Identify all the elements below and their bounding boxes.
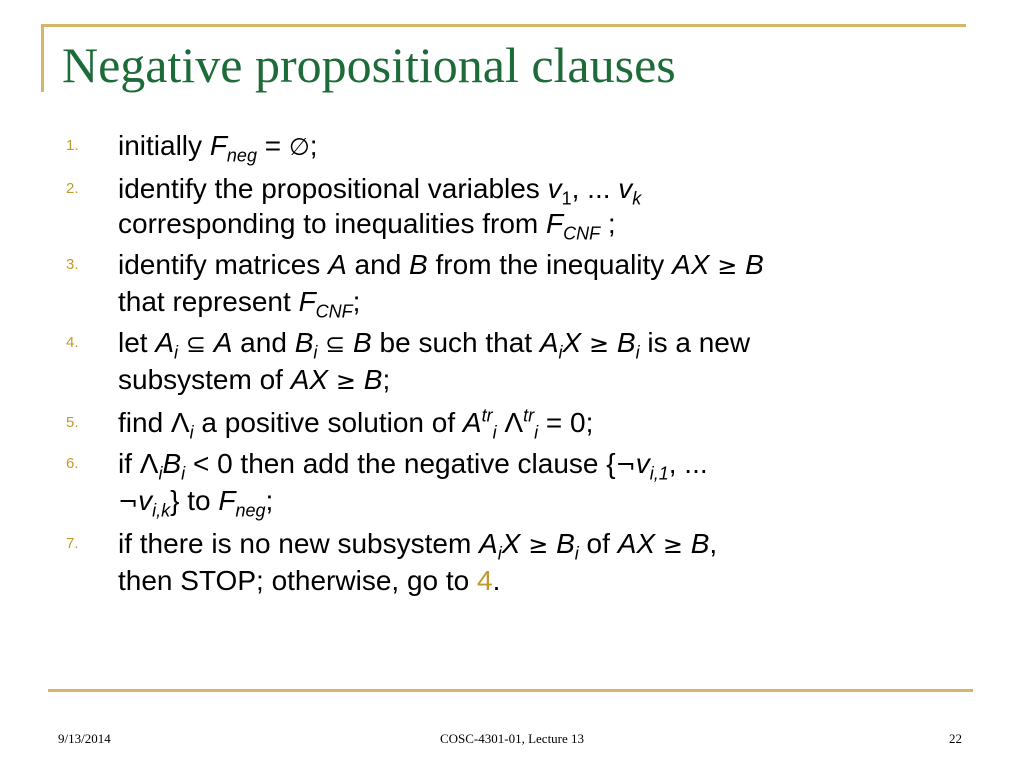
math-var: v xyxy=(635,448,650,479)
empty-set-symbol: ∅ xyxy=(288,133,310,161)
step-6 xyxy=(66,446,996,520)
math-sub: 1 xyxy=(561,188,572,209)
footer-divider xyxy=(48,689,973,692)
step-text: let xyxy=(118,327,156,358)
step-4 xyxy=(66,325,996,399)
math-sub: i,1 xyxy=(649,463,669,484)
step-text: . xyxy=(492,565,501,596)
math-sub: neg xyxy=(226,145,257,166)
footer-page-number: 22 xyxy=(949,731,962,746)
math-var: B xyxy=(690,528,710,559)
steps-list xyxy=(66,128,996,604)
footer-course: COSC-4301-01, Lecture 13 xyxy=(439,731,585,746)
math-sub: i xyxy=(534,422,539,443)
slide-title: Negative propositional clauses xyxy=(62,37,676,93)
step-number: 6. xyxy=(66,455,79,472)
step-text: ; xyxy=(265,485,274,516)
math-sub: i xyxy=(158,463,163,484)
math-sub: i xyxy=(492,422,497,443)
step-2 xyxy=(66,171,996,244)
step-text: ; xyxy=(382,364,391,395)
step-text: if Λ xyxy=(118,448,159,479)
math-var: F xyxy=(218,485,236,516)
step-text: ; xyxy=(352,286,361,317)
math-var: B xyxy=(294,327,314,358)
step-text: initially xyxy=(118,130,210,161)
step-text: and xyxy=(232,327,295,358)
step-text: = xyxy=(256,130,289,161)
negation-symbol: ¬ xyxy=(118,488,139,516)
step-text: is a new xyxy=(639,327,751,358)
math-var: A xyxy=(213,327,233,358)
math-sup: tr xyxy=(523,405,535,426)
geq-symbol: ≥ xyxy=(335,367,356,395)
step-text: find Λ xyxy=(118,407,190,438)
math-sup: tr xyxy=(481,405,493,426)
step-number: 1. xyxy=(66,137,79,154)
step-text: be such that xyxy=(371,327,540,358)
step-reference: 4 xyxy=(477,565,493,596)
math-sub: CNF xyxy=(563,223,601,244)
math-var: A xyxy=(328,249,347,280)
math-var: F xyxy=(546,208,564,239)
math-var: B xyxy=(616,327,636,358)
step-text: subsystem of xyxy=(118,364,291,395)
step-text: , xyxy=(709,528,718,559)
math-var: A xyxy=(462,407,482,438)
footer-date: 9/13/2014 xyxy=(58,731,111,746)
math-var: F xyxy=(298,286,316,317)
math-var: AX xyxy=(290,364,329,395)
math-var: F xyxy=(209,130,227,161)
math-var: A xyxy=(539,327,559,358)
title-frame-vertical xyxy=(41,24,44,92)
step-text: then STOP; otherwise, go to xyxy=(118,565,478,596)
geq-symbol: ≥ xyxy=(662,531,683,559)
step-number: 5. xyxy=(66,414,79,431)
step-text: of xyxy=(578,528,618,559)
math-sub: i xyxy=(181,463,186,484)
step-text: identify the propositional variables xyxy=(118,173,548,204)
step-text: corresponding to inequalities from xyxy=(118,208,547,239)
step-text: if there is no new subsystem xyxy=(118,528,480,559)
math-var: v xyxy=(547,173,562,204)
step-text: that represent xyxy=(118,286,299,317)
math-sub: i,k xyxy=(152,500,171,521)
math-sub: i xyxy=(174,342,179,363)
math-sub: i xyxy=(497,543,502,564)
step-7 xyxy=(66,526,996,598)
step-text: identify matrices xyxy=(118,249,329,280)
step-text: Λ xyxy=(496,407,524,438)
step-text: ; xyxy=(600,208,616,239)
step-text: a positive solution of xyxy=(193,407,463,438)
math-var: B xyxy=(162,448,182,479)
step-number: 7. xyxy=(66,535,79,552)
geq-symbol: ≥ xyxy=(717,252,738,280)
math-sub: i xyxy=(313,342,318,363)
math-var: X xyxy=(562,327,582,358)
math-var: B xyxy=(409,249,428,280)
geq-symbol: ≥ xyxy=(528,531,549,559)
math-var: v xyxy=(618,173,633,204)
math-var: B xyxy=(363,364,383,395)
math-var: A xyxy=(479,528,498,559)
step-5 xyxy=(66,405,996,443)
math-var: A xyxy=(155,327,175,358)
step-number: 3. xyxy=(66,256,79,273)
math-sub: i xyxy=(189,422,194,443)
math-var: B xyxy=(353,327,372,358)
negation-symbol: ¬ xyxy=(615,451,636,479)
math-var: B xyxy=(745,249,764,280)
step-1 xyxy=(66,128,996,165)
step-text: , ... xyxy=(571,173,619,204)
math-var: AX xyxy=(617,528,656,559)
title-frame-horizontal xyxy=(41,24,966,27)
step-3 xyxy=(66,247,996,322)
step-text: ; xyxy=(309,130,318,161)
step-number: 2. xyxy=(66,180,79,197)
geq-symbol: ≥ xyxy=(589,330,610,358)
subset-symbol: ⊆ xyxy=(185,330,206,358)
math-sub: i xyxy=(635,342,640,363)
math-sub: neg xyxy=(235,500,266,521)
math-var: v xyxy=(138,485,153,516)
step-text: , ... xyxy=(668,448,708,479)
step-text: } to xyxy=(170,485,219,516)
step-text: and xyxy=(346,249,410,280)
step-text: from the inequality xyxy=(427,249,673,280)
math-sub: i xyxy=(558,342,563,363)
step-text: < 0 then add the negative clause { xyxy=(185,448,616,479)
step-number: 4. xyxy=(66,334,79,351)
subset-symbol: ⊆ xyxy=(325,330,346,358)
math-sub: i xyxy=(574,543,579,564)
math-var: B xyxy=(556,528,575,559)
math-sub: CNF xyxy=(315,301,353,322)
math-sub: k xyxy=(632,188,642,209)
math-var: X xyxy=(501,528,521,559)
step-text: = 0; xyxy=(538,407,594,438)
math-var: AX xyxy=(672,249,710,280)
